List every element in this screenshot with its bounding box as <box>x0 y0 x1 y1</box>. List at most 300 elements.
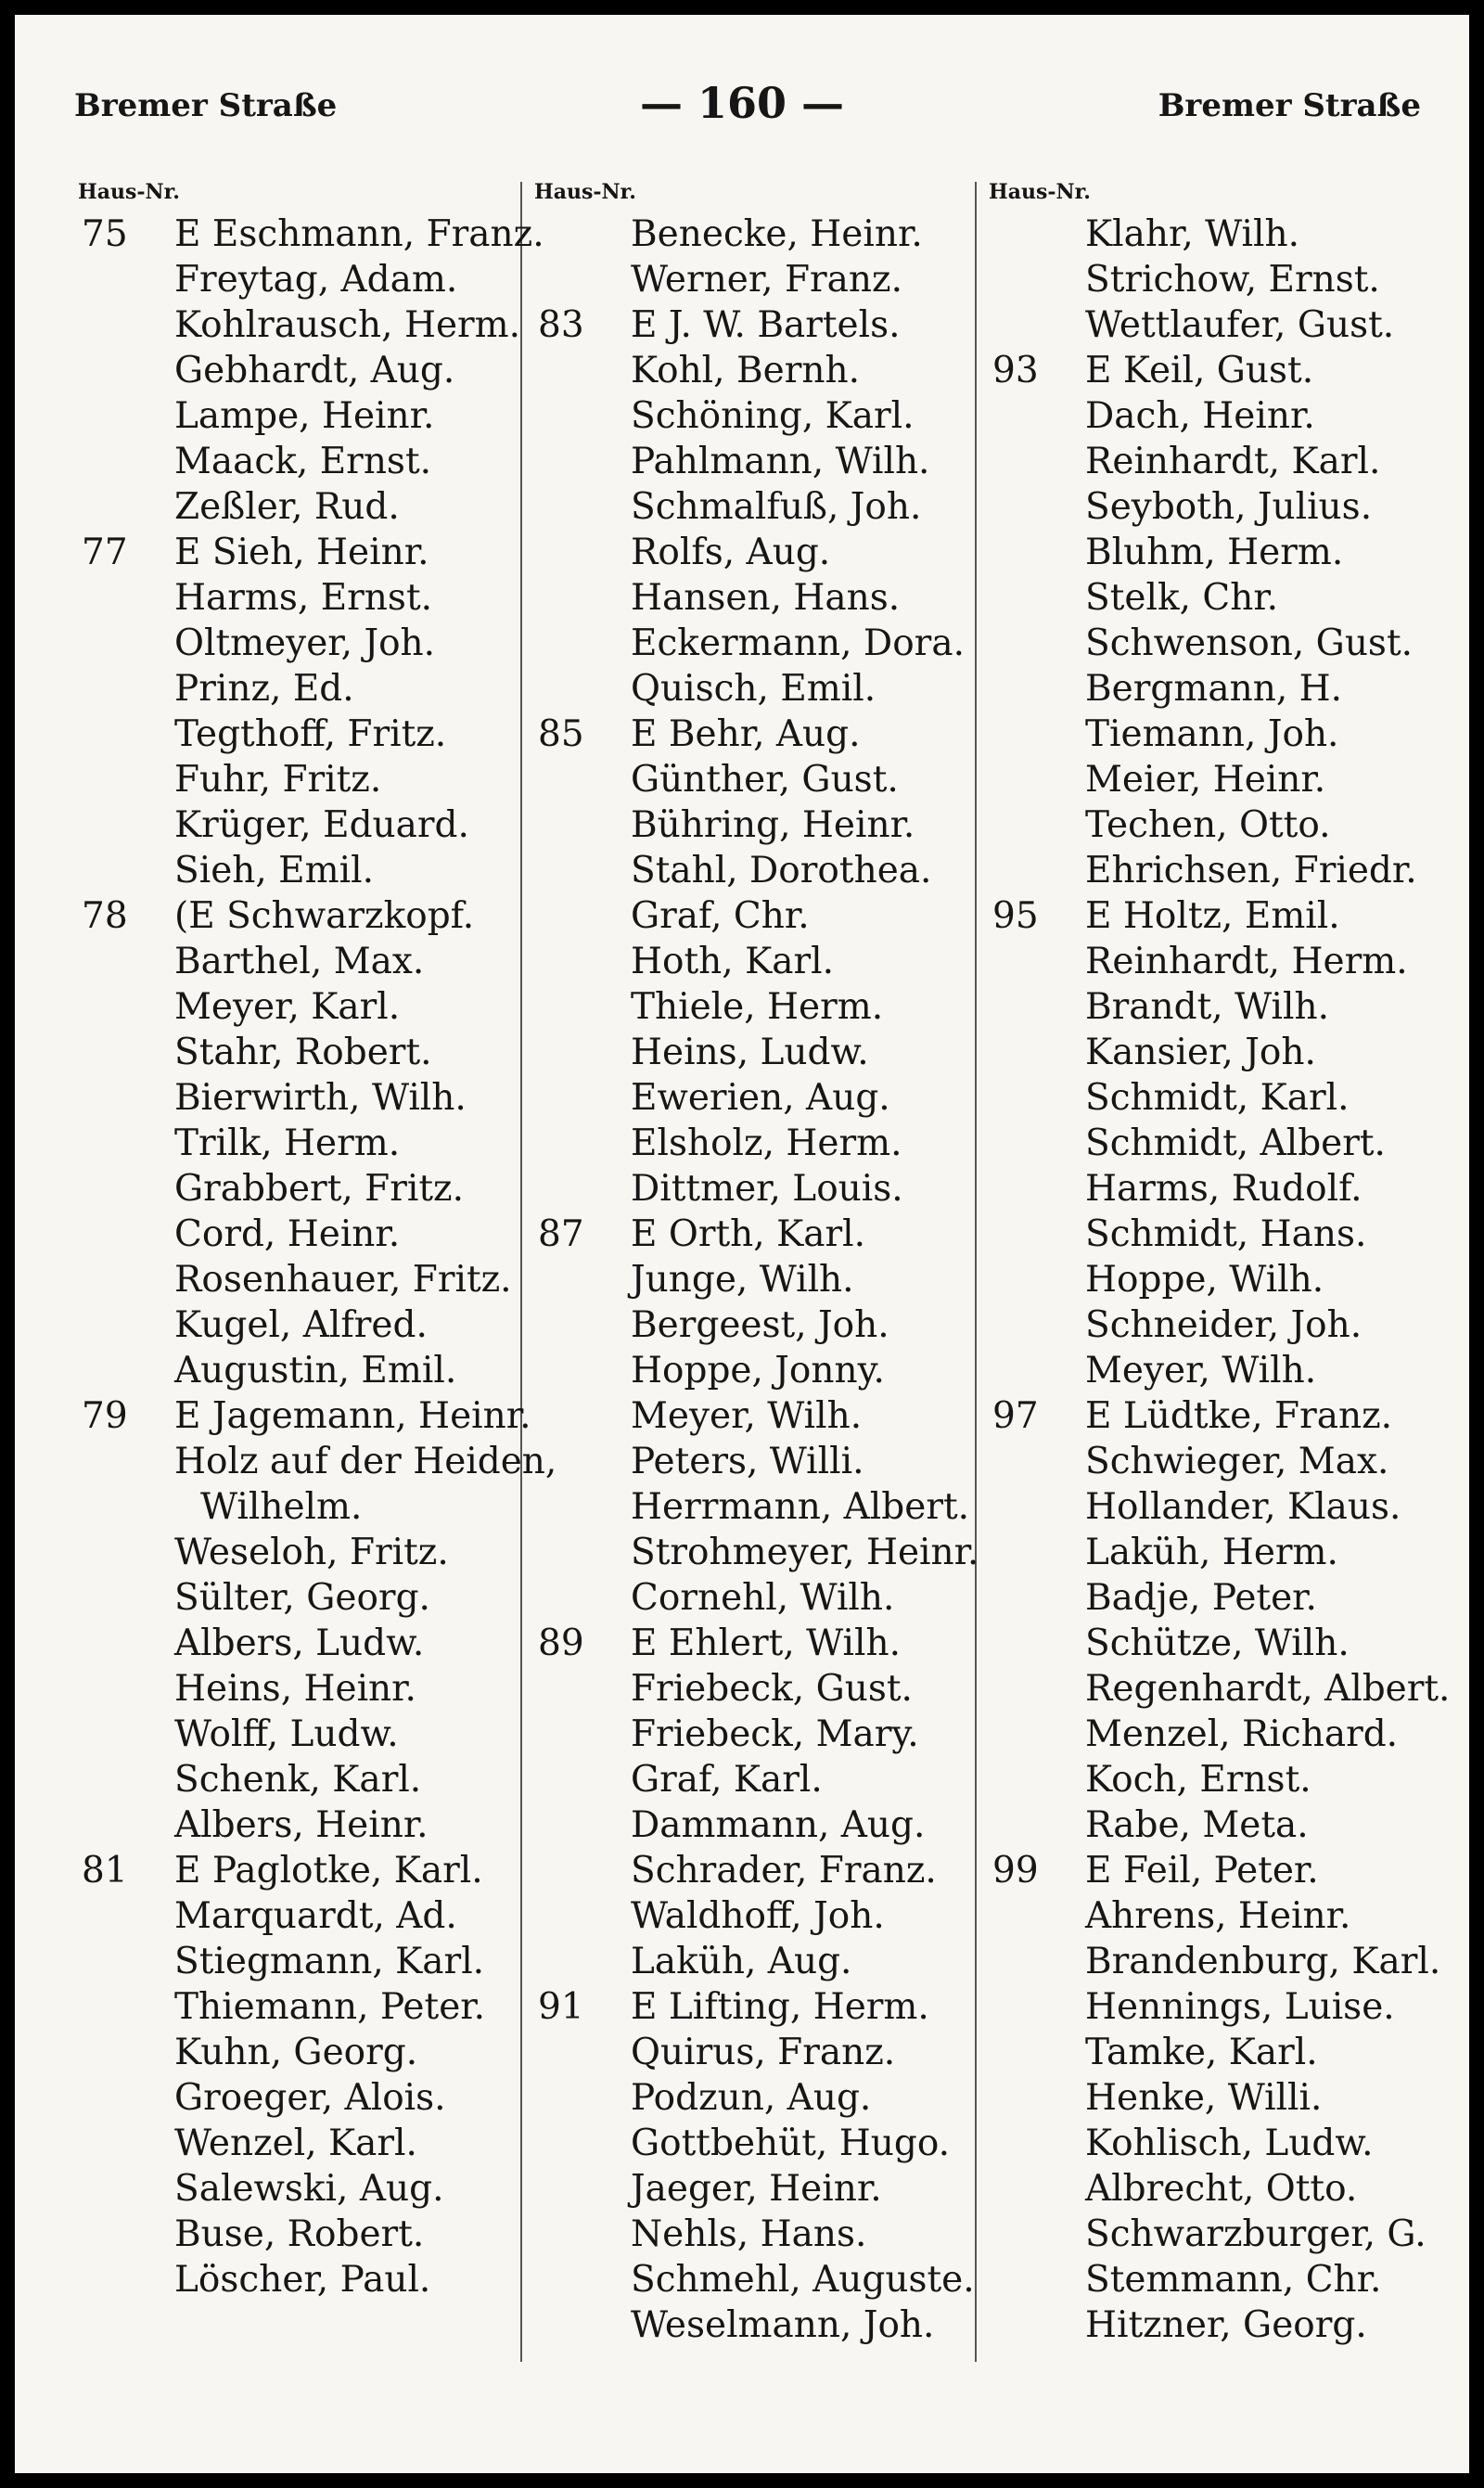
resident-name: Schenk, Karl. <box>174 1759 422 1801</box>
directory-entry <box>527 1621 972 1666</box>
directory-entry <box>527 2030 972 2075</box>
directory-entry <box>70 848 525 893</box>
directory-entry <box>527 1121 972 1166</box>
resident-name: Harms, Rudolf. <box>1085 1168 1362 1210</box>
directory-entry <box>527 1348 972 1393</box>
resident-name: (E Schwarzkopf. <box>174 895 475 937</box>
house-number: 79 <box>82 1395 128 1437</box>
resident-name: Hoppe, Wilh. <box>1085 1259 1324 1301</box>
directory-entry <box>981 1030 1445 1075</box>
resident-name: Sieh, Emil. <box>174 850 374 891</box>
directory-entry <box>981 1302 1445 1348</box>
resident-name: Weseloh, Fritz. <box>174 1532 449 1573</box>
directory-entry <box>70 530 525 575</box>
directory-entry <box>981 393 1445 439</box>
resident-name: Wolff, Ludw. <box>174 1713 399 1755</box>
resident-name: Podzun, Aug. <box>631 2077 872 2119</box>
resident-name: E Lifting, Herm. <box>631 1986 929 2028</box>
directory-entry <box>527 1075 972 1121</box>
resident-name: Schmidt, Albert. <box>1085 1122 1386 1164</box>
directory-entry <box>527 1802 972 1848</box>
resident-name: E Sieh, Heinr. <box>174 532 429 573</box>
resident-name: Schöning, Karl. <box>631 395 915 437</box>
directory-entry <box>981 757 1445 802</box>
directory-entry <box>70 1257 525 1302</box>
directory-entry <box>70 2212 525 2257</box>
directory-entry <box>70 2257 525 2302</box>
directory-entry <box>981 984 1445 1030</box>
resident-name: Heins, Ludw. <box>631 1032 869 1073</box>
directory-entry <box>527 1393 972 1439</box>
directory-entry <box>70 1893 525 1939</box>
resident-name: Brandenburg, Karl. <box>1085 1941 1441 1982</box>
resident-name: Bluhm, Herm. <box>1085 532 1344 573</box>
directory-entry <box>981 348 1445 393</box>
resident-name: Ahrens, Heinr. <box>1085 1895 1351 1937</box>
resident-name: Schmalfuß, Joh. <box>631 486 922 528</box>
directory-entry <box>527 1712 972 1757</box>
resident-name: E Feil, Peter. <box>1085 1850 1319 1892</box>
directory-entry <box>981 2302 1445 2348</box>
house-number: 85 <box>538 713 584 755</box>
directory-entry <box>981 2030 1445 2075</box>
directory-entry <box>70 393 525 439</box>
resident-name: Oltmeyer, Joh. <box>174 622 436 664</box>
directory-entry <box>527 984 972 1030</box>
resident-name: Kugel, Alfred. <box>174 1304 428 1346</box>
directory-entry <box>527 212 972 257</box>
resident-name: Waldhoff, Joh. <box>631 1895 885 1937</box>
directory-entry <box>70 1439 557 1484</box>
resident-name: Kohlrausch, Herm. <box>174 304 521 346</box>
directory-entry <box>981 212 1445 257</box>
directory-entry <box>527 575 972 621</box>
directory-entry <box>981 1257 1445 1302</box>
resident-name: Hoth, Karl. <box>631 941 834 982</box>
resident-name: Kansier, Joh. <box>1085 1032 1316 1073</box>
resident-name: Peters, Willi. <box>631 1441 864 1482</box>
resident-name: Laküh, Aug. <box>631 1941 852 1982</box>
directory-entry <box>70 1575 525 1621</box>
resident-name: Rabe, Meta. <box>1085 1804 1309 1846</box>
resident-name: Laküh, Herm. <box>1085 1532 1338 1573</box>
resident-name: E Paglotke, Karl. <box>174 1850 483 1892</box>
resident-name: Hitzner, Georg. <box>1085 2304 1367 2346</box>
resident-name: Buse, Robert. <box>174 2213 425 2255</box>
directory-entry <box>981 1212 1445 1257</box>
directory-entry <box>527 1484 972 1530</box>
directory-entry <box>981 257 1445 302</box>
resident-name: Ehrichsen, Friedr. <box>1085 850 1417 891</box>
resident-name: Tiemann, Joh. <box>1085 713 1339 755</box>
house-number: 89 <box>538 1622 584 1664</box>
resident-name: Schütze, Wilh. <box>1085 1622 1350 1664</box>
resident-name: Herrmann, Albert. <box>631 1486 970 1528</box>
directory-entry <box>70 212 544 257</box>
resident-name: Dittmer, Louis. <box>631 1168 903 1210</box>
directory-entry <box>981 1848 1445 1893</box>
resident-name: Thiele, Herm. <box>631 986 884 1028</box>
column-heading: Haus-Nr. <box>78 180 180 204</box>
directory-entry <box>527 1302 972 1348</box>
directory-page <box>15 15 1469 2473</box>
resident-name: Friebeck, Gust. <box>631 1668 913 1710</box>
resident-name: Meier, Heinr. <box>1085 759 1326 801</box>
resident-name: Hoppe, Jonny. <box>631 1350 885 1391</box>
resident-name: Prinz, Ed. <box>174 668 354 710</box>
house-number: 87 <box>538 1213 584 1255</box>
resident-name: Weselmann, Joh. <box>631 2304 935 2346</box>
resident-name: Schrader, Franz. <box>631 1850 937 1892</box>
directory-entry <box>70 1621 525 1666</box>
resident-name: Quirus, Franz. <box>631 2032 896 2073</box>
resident-name: Meyer, Wilh. <box>1085 1350 1317 1391</box>
resident-name: Heins, Heinr. <box>174 1668 416 1710</box>
resident-name: Albrecht, Otto. <box>1085 2168 1358 2210</box>
resident-name: Grabbert, Fritz. <box>174 1168 464 1210</box>
resident-name: Schwenson, Gust. <box>1085 622 1414 664</box>
resident-name: Stahl, Dorothea. <box>631 850 932 891</box>
resident-name: E Holtz, Emil. <box>1085 895 1340 937</box>
directory-entry <box>981 712 1445 757</box>
resident-name: Groeger, Alois. <box>174 2077 446 2119</box>
resident-name: Salewski, Aug. <box>174 2168 444 2210</box>
directory-entry <box>70 439 525 484</box>
directory-entry <box>981 484 1445 530</box>
entry-list <box>527 212 979 2348</box>
directory-entry <box>70 1393 531 1439</box>
resident-name: Albers, Heinr. <box>174 1804 429 1846</box>
resident-name: Wenzel, Karl. <box>174 2122 417 2164</box>
directory-entry <box>70 1530 525 1575</box>
resident-name: Krüger, Eduard. <box>174 804 469 846</box>
resident-name: Jaeger, Heinr. <box>631 2168 882 2210</box>
directory-entry <box>70 1121 525 1166</box>
house-number: 77 <box>82 532 128 573</box>
resident-name: Maack, Ernst. <box>174 441 432 482</box>
resident-name: Gottbehüt, Hugo. <box>631 2122 951 2164</box>
directory-entry <box>981 439 1445 484</box>
resident-name: Bühring, Heinr. <box>631 804 915 846</box>
directory-entry <box>981 530 1445 575</box>
directory-entry <box>527 348 972 393</box>
directory-entry <box>981 1393 1445 1439</box>
directory-entry <box>70 1348 525 1393</box>
resident-name: Schmidt, Hans. <box>1085 1213 1367 1255</box>
directory-entry <box>981 1075 1445 1121</box>
directory-entry <box>527 1666 972 1712</box>
resident-name: E Keil, Gust. <box>1085 350 1314 391</box>
resident-name: E Eschmann, Franz. <box>174 213 544 255</box>
directory-entry <box>981 1575 1445 1621</box>
directory-entry <box>981 1802 1445 1848</box>
entry-list <box>70 212 557 2302</box>
directory-entry <box>70 257 525 302</box>
resident-name: Eckermann, Dora. <box>631 622 965 664</box>
directory-entry <box>527 939 972 984</box>
resident-name: Quisch, Emil. <box>631 668 876 710</box>
resident-name: Friebeck, Mary. <box>631 1713 919 1755</box>
directory-entry <box>70 893 525 939</box>
resident-name: Barthel, Max. <box>174 941 425 982</box>
directory-entry <box>981 1893 1445 1939</box>
house-number: 83 <box>538 304 584 346</box>
page-number: — 160 — <box>639 78 845 128</box>
resident-name: Kuhn, Georg. <box>174 2032 418 2073</box>
resident-name: Hollander, Klaus. <box>1085 1486 1401 1528</box>
column-heading: Haus-Nr. <box>534 180 636 204</box>
directory-entry <box>70 1712 525 1757</box>
directory-entry <box>527 1757 972 1802</box>
resident-name: Kohlisch, Ludw. <box>1085 2122 1374 2164</box>
house-number: 91 <box>538 1986 584 2028</box>
resident-name: Techen, Otto. <box>1085 804 1331 846</box>
directory-entry <box>981 2212 1445 2257</box>
resident-name: Löscher, Paul. <box>174 2259 431 2301</box>
running-header-left: Bremer Straße <box>74 87 338 124</box>
resident-name: Freytag, Adam. <box>174 259 458 301</box>
directory-entry <box>981 666 1445 712</box>
directory-entry <box>70 1166 525 1212</box>
resident-name: Hansen, Hans. <box>631 577 901 619</box>
resident-name: E Orth, Karl. <box>631 1213 865 1255</box>
resident-name: Schmidt, Karl. <box>1085 1077 1350 1119</box>
directory-entry <box>70 302 525 348</box>
directory-entry <box>70 712 525 757</box>
resident-name: Graf, Karl. <box>631 1759 823 1801</box>
directory-entry <box>981 1984 1445 2030</box>
directory-entry <box>527 484 972 530</box>
column-divider <box>975 182 977 2362</box>
resident-name: Albers, Ludw. <box>174 1622 425 1664</box>
directory-entry <box>527 2166 972 2212</box>
resident-name: Gebhardt, Aug. <box>174 350 455 391</box>
resident-name: Holz auf der Heiden, <box>174 1441 557 1482</box>
directory-entry <box>70 1939 525 1984</box>
directory-entry <box>981 1757 1445 1802</box>
resident-name: Reinhardt, Herm. <box>1085 941 1408 982</box>
directory-entry <box>70 2166 525 2212</box>
house-number: 78 <box>82 895 128 937</box>
resident-name: Klahr, Wilh. <box>1085 213 1299 255</box>
directory-entry <box>527 393 972 439</box>
directory-entry <box>70 1212 525 1257</box>
resident-name: Rosenhauer, Fritz. <box>174 1259 512 1301</box>
directory-entry <box>981 1121 1445 1166</box>
directory-entry <box>70 1757 525 1802</box>
resident-name: Strichow, Ernst. <box>1085 259 1380 301</box>
resident-name: Thiemann, Peter. <box>174 1986 486 2028</box>
directory-entry <box>527 2121 972 2166</box>
resident-name: Zeßler, Rud. <box>174 486 400 528</box>
resident-name: Benecke, Heinr. <box>631 213 923 255</box>
directory-entry <box>527 2302 972 2348</box>
directory-entry <box>527 1893 972 1939</box>
resident-name: Pahlmann, Wilh. <box>631 441 930 482</box>
directory-entry <box>981 1712 1445 1757</box>
directory-entry <box>527 1575 972 1621</box>
directory-entry <box>527 893 972 939</box>
resident-name: Sülter, Georg. <box>174 1577 430 1619</box>
directory-entry <box>70 666 525 712</box>
resident-name: E Lüdtke, Franz. <box>1085 1395 1393 1437</box>
directory-entry <box>527 439 972 484</box>
resident-name: Brandt, Wilh. <box>1085 986 1329 1028</box>
resident-name: Stemmann, Chr. <box>1085 2259 1382 2301</box>
house-number: 95 <box>992 895 1039 937</box>
resident-name: Meyer, Karl. <box>174 986 401 1028</box>
directory-entry <box>527 1257 972 1302</box>
directory-entry <box>70 1302 525 1348</box>
resident-name: Badje, Peter. <box>1085 1577 1317 1619</box>
resident-name: Graf, Chr. <box>631 895 810 937</box>
directory-entry <box>527 2212 972 2257</box>
resident-name: E Jagemann, Heinr. <box>174 1395 531 1437</box>
directory-entry <box>527 621 972 666</box>
directory-entry <box>70 1984 525 2030</box>
resident-name: Menzel, Richard. <box>1085 1713 1399 1755</box>
running-header-right: Bremer Straße <box>1158 87 1421 124</box>
directory-entry <box>981 893 1445 939</box>
resident-name: Seyboth, Julius. <box>1085 486 1373 528</box>
resident-name: Cord, Heinr. <box>174 1213 401 1255</box>
directory-entry <box>981 1439 1445 1484</box>
directory-entry <box>527 1030 972 1075</box>
directory-entry <box>70 2121 525 2166</box>
directory-entry <box>527 1212 972 1257</box>
resident-name: Harms, Ernst. <box>174 577 433 619</box>
resident-name: Regenhardt, Albert. <box>1085 1668 1451 1710</box>
resident-name: Kohl, Bernh. <box>631 350 860 391</box>
directory-entry <box>527 2257 975 2302</box>
directory-entry <box>527 848 972 893</box>
resident-name: Hennings, Luise. <box>1085 1986 1395 2028</box>
house-number: 93 <box>992 350 1039 391</box>
resident-name: Wettlaufer, Gust. <box>1085 304 1395 346</box>
directory-entry <box>981 848 1445 893</box>
resident-name: Schwieger, Max. <box>1085 1441 1389 1482</box>
directory-entry <box>527 530 972 575</box>
entry-list <box>981 212 1451 2348</box>
directory-entry <box>981 2121 1445 2166</box>
resident-name: Stelk, Chr. <box>1085 577 1279 619</box>
resident-name: Schneider, Joh. <box>1085 1304 1362 1346</box>
directory-entry <box>70 1848 525 1893</box>
directory-entry <box>70 757 525 802</box>
resident-name: Augustin, Emil. <box>174 1350 457 1391</box>
directory-entry <box>70 1484 525 1530</box>
resident-name: E J. W. Bartels. <box>631 304 901 346</box>
resident-name: Günther, Gust. <box>631 759 899 801</box>
resident-name: Meyer, Wilh. <box>631 1395 863 1437</box>
resident-name: Wilhelm. <box>200 1486 363 1528</box>
directory-entry <box>527 2075 972 2121</box>
directory-entry <box>70 1030 525 1075</box>
resident-name: Fuhr, Fritz. <box>174 759 382 801</box>
column-heading: Haus-Nr. <box>989 180 1091 204</box>
directory-entry <box>70 2075 525 2121</box>
directory-entry <box>70 802 525 848</box>
resident-name: Henke, Willi. <box>1085 2077 1323 2119</box>
directory-entry <box>70 348 525 393</box>
resident-name: Stahr, Robert. <box>174 1032 432 1073</box>
directory-entry <box>981 302 1445 348</box>
directory-entry <box>981 575 1445 621</box>
directory-entry <box>70 939 525 984</box>
directory-entry <box>527 1166 972 1212</box>
directory-entry <box>527 712 972 757</box>
resident-name: Tamke, Karl. <box>1085 2032 1318 2073</box>
house-number: 99 <box>992 1850 1039 1892</box>
resident-name: E Behr, Aug. <box>631 713 861 755</box>
directory-entry <box>527 257 972 302</box>
resident-name: Rolfs, Aug. <box>631 532 831 573</box>
resident-name: Cornehl, Wilh. <box>631 1577 895 1619</box>
directory-entry <box>981 1166 1445 1212</box>
resident-name: Reinhardt, Karl. <box>1085 441 1381 482</box>
directory-entry <box>527 302 972 348</box>
directory-entry <box>70 1666 525 1712</box>
resident-name: Trilk, Herm. <box>174 1122 401 1164</box>
directory-entry <box>981 1621 1445 1666</box>
directory-entry <box>70 1802 525 1848</box>
resident-name: E Ehlert, Wilh. <box>631 1622 901 1664</box>
directory-entry <box>527 757 972 802</box>
resident-name: Werner, Franz. <box>631 259 902 301</box>
house-number: 97 <box>992 1395 1039 1437</box>
directory-entry <box>70 621 525 666</box>
house-number: 81 <box>82 1850 128 1892</box>
directory-entry <box>527 1439 972 1484</box>
directory-entry <box>981 2075 1445 2121</box>
directory-entry <box>527 802 972 848</box>
directory-entry <box>981 2257 1445 2302</box>
resident-name: Ewerien, Aug. <box>631 1077 890 1119</box>
directory-entry <box>981 1484 1445 1530</box>
resident-name: Tegthoff, Fritz. <box>174 713 447 755</box>
resident-name: Junge, Wilh. <box>631 1259 854 1301</box>
resident-name: Elsholz, Herm. <box>631 1122 902 1164</box>
directory-entry <box>527 1939 972 1984</box>
directory-entry <box>70 984 525 1030</box>
resident-name: Marquardt, Ad. <box>174 1895 457 1937</box>
directory-entry <box>70 2030 525 2075</box>
directory-entry <box>527 1984 972 2030</box>
directory-entry <box>981 939 1445 984</box>
directory-entry <box>981 1666 1451 1712</box>
directory-entry <box>70 575 525 621</box>
resident-name: Bergmann, H. <box>1085 668 1343 710</box>
house-number: 75 <box>82 213 128 255</box>
directory-entry <box>70 1075 525 1121</box>
directory-entry <box>981 1530 1445 1575</box>
directory-entry <box>70 484 525 530</box>
directory-entry <box>981 1348 1445 1393</box>
resident-name: Schwarzburger, G. <box>1085 2213 1426 2255</box>
resident-name: Koch, Ernst. <box>1085 1759 1311 1801</box>
resident-name: Stiegmann, Karl. <box>174 1941 485 1982</box>
directory-entry <box>981 802 1445 848</box>
resident-name: Bierwirth, Wilh. <box>174 1077 467 1119</box>
directory-entry <box>527 666 972 712</box>
directory-entry <box>527 1530 979 1575</box>
resident-name: Dach, Heinr. <box>1085 395 1315 437</box>
resident-name: Bergeest, Joh. <box>631 1304 889 1346</box>
resident-name: Nehls, Hans. <box>631 2213 867 2255</box>
directory-entry <box>981 1939 1445 1984</box>
resident-name: Lampe, Heinr. <box>174 395 435 437</box>
resident-name: Schmehl, Auguste. <box>631 2259 975 2301</box>
